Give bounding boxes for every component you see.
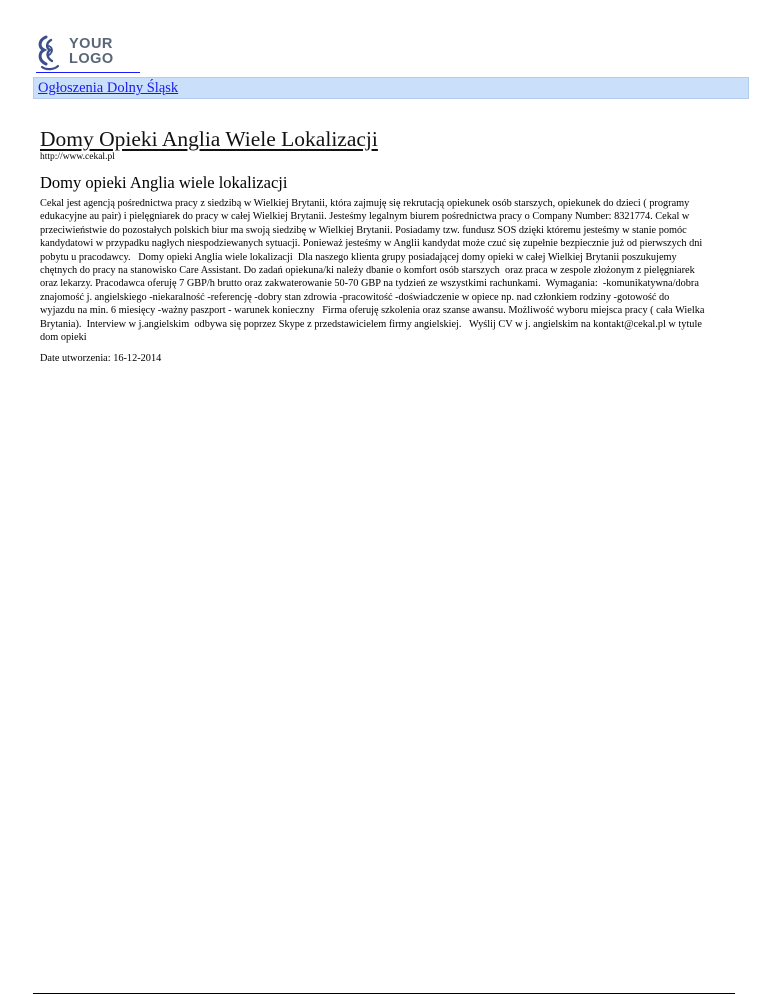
created-date: Date utworzenia: 16-12-2014 [40,353,162,364]
region-link[interactable]: Ogłoszenia Dolny Śląsk [38,80,179,96]
source-url: http://www.cekal.pl [40,152,115,162]
logo-wordmark [69,37,114,67]
logo-link[interactable] [36,34,140,73]
swirl-logo-icon [36,34,68,72]
page-title: Domy Opieki Anglia Wiele Lokalizacji [40,127,378,151]
logo-line-2: LOGO [69,51,114,67]
region-bar [33,77,749,99]
listing-body: Cekal jest agencją pośrednictwa pracy z siedzibą w Wielkiej Brytanii, która zajmuję się rekrutacją opiekunek osób starszych, opiekunek do dzieci ( programy edukacyjne au pair) i pielęgniarek do pracy w całej Wielkiej Brytanii. Jesteśmy legalnym biurem pośrednictwa pracy o Company Number: 8321774. Cekal w przeciwieństwie do pozostałych polskich biur ma swoją siedzibę w Wielkiej Brytanii. Posiadamy tzw. fundusz SOS dzięki któremu jesteśmy w stanie pomóc kandydatowi w przypadku nagłych niespodziewanych sytuacji. Ponieważ jesteśmy w Anglii kandydat może czuć się zupełnie bezpiecznie już od pierwszych dni pobytu u pracodawcy. Domy opieki Anglia wiele lokalizacji Dla naszego klienta grupy posiadającej domy opieki w całej Wielkiej Brytanii poszukujemy chętnych do pracy na stanowisko Care Assistant. Do zadań opiekuna/ki należy dbanie o komfort osób starszych oraz praca w zespole złożonym z pielęgniarek oraz lekarzy. Pracodawca oferuję 7 GBP/h brutto oraz zakwaterowanie 50-70 GBP na tydzień ze wszystkimi rachunkami. Wymagania: -komunikatywna/dobra znajomość j. angielskiego -niekaralność -referencję -dobry stan zdrowia -pracowitość -doświadczenie w opiece np. nad członkiem rodziny -gotowość do wyjazdu na min. 6 miesięcy -ważny paszport - warunek konieczny Firma oferuję szkolenia oraz szanse awansu. Możliwość wyboru miejsca pracy ( cała Wielka Brytania). Interview w j.angielskim odbywa się poprzez Skype z przedstawicielem firmy angielskiej. Wyślij CV w j. angielskim na kontakt@cekal.pl w tytule dom opieki [40,198,708,344]
listing-subtitle: Domy opieki Anglia wiele lokalizacji [40,173,288,192]
logo-line-1: YOUR [69,36,113,52]
